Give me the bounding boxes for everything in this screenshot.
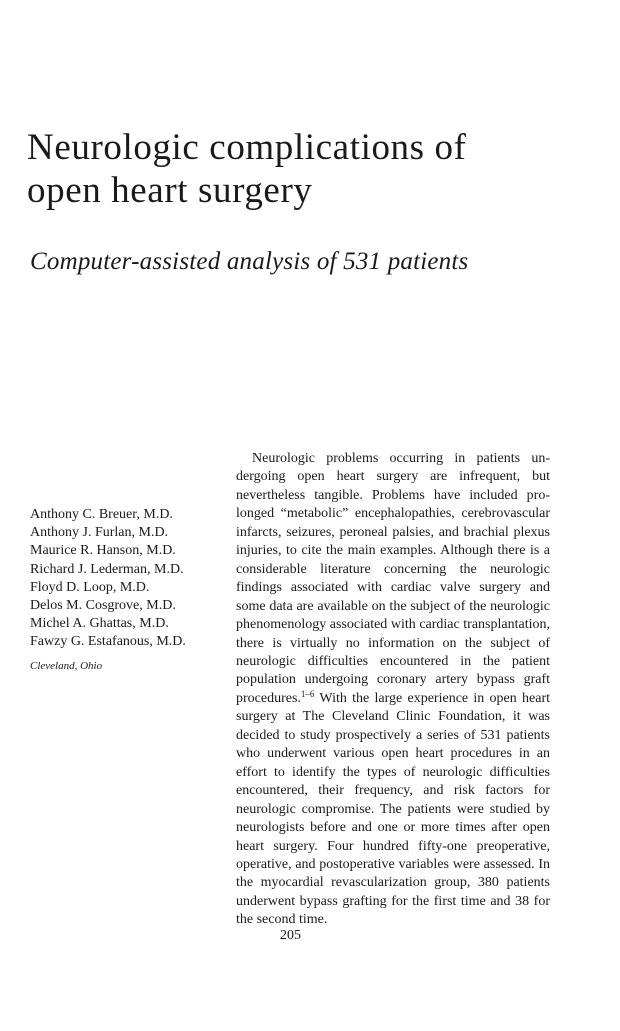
author-list xyxy=(30,506,230,674)
author-affiliation: Cleveland, Ohio xyxy=(30,659,103,672)
body-paragraph xyxy=(236,450,550,930)
author-name: Delos M. Cosgrove, M.D. xyxy=(30,598,176,614)
author-name: Richard J. Lederman, M.D. xyxy=(30,561,184,577)
title-line-2: open heart surgery xyxy=(27,170,313,211)
title-line-1: Neurologic complications of xyxy=(27,127,467,168)
page-number: 205 xyxy=(280,928,301,943)
author-name: Floyd D. Loop, M.D. xyxy=(30,579,150,595)
author-name: Anthony C. Breuer, M.D. xyxy=(30,507,173,522)
author-name: Maurice R. Hanson, M.D. xyxy=(30,543,176,559)
body-text-part-1: Neurologic problems occurring in patients undergoing open heart surgery are infrequent, but nevertheless tangible. Problems have included prolonged “metabolic” encephalopathies, cerebrovascular infarcts, seizures, peroneal palsies, and brachial plexus injuries, to cite the main examples. Although there is a considerable literature concerning the neurologic findings associated with cardiac valve surgery and some data are available on the subject of the neurologic phenomenology associated with cardiac transplantation, there is virtually no information on the subject of neurologic difficulties encountered in the patient population undergoing coronary artery bypass graft procedures. xyxy=(236,451,550,706)
body-text-part-2: With the large experience in open heart surgery at The Cleveland Clinic Foundation, it was decided to study prospectively a series of 531 patients who underwent various open heart procedures in an effort to identify the types of neurologic difficulties encountered, their frequency, and risk factors for neurologic compromise. The patients were studied by neurologists before and one or more times after open heart surgery. Four hundred fifty-one preoperative, operative, and postoperative variables were assessed. In the myocardial revascularization group, 380 patients underwent bypass grafting for the first time and 38 for the second time. xyxy=(236,690,550,928)
author-name: Michel A. Ghattas, M.D. xyxy=(30,616,169,632)
article-title xyxy=(27,126,587,212)
author-name: Anthony J. Furlan, M.D. xyxy=(30,525,169,541)
author-name: Fawzy G. Estafanous, M.D. xyxy=(30,634,186,650)
reference-citation: 1–6 xyxy=(300,688,315,699)
article-body xyxy=(236,450,550,930)
article-subtitle: Computer-assisted analysis of 531 patients xyxy=(30,248,469,275)
